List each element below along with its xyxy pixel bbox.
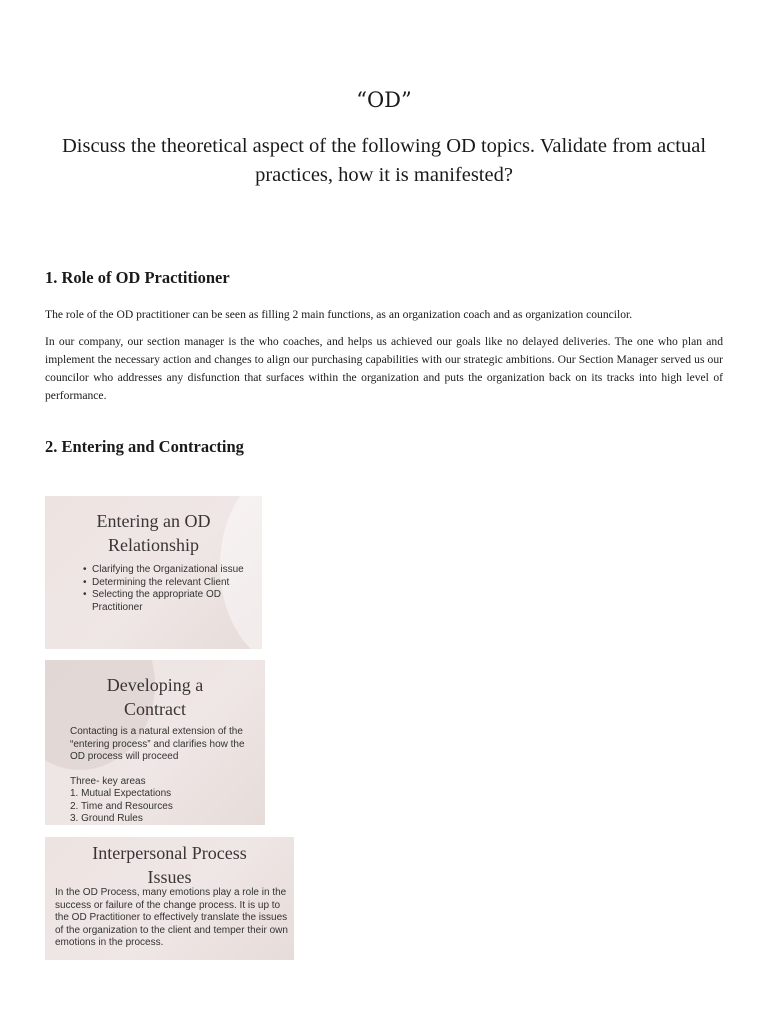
list-item: • Selecting the appropriate OD Practitioner <box>92 589 262 614</box>
section-heading-entering-and-contracting: 2. Entering and Contracting <box>45 437 244 456</box>
section-heading-role-of-od-practitioner: 1. Role of OD Practitioner <box>45 268 230 287</box>
slide-title-line: Contract <box>124 699 186 719</box>
paragraph-role-definition: The role of the OD practitioner can be seen as filling 2 main functions, as an organization coach and as organization councilor. <box>45 308 633 321</box>
slide-body-text: In the OD Process, many emotions play a role in the success or failure of the change process. It is up to the OD Practitioner to effectively translate the issues of the organization to the client and temper their own emotions in the process. <box>55 887 288 948</box>
spacer <box>70 764 262 776</box>
slide-list-heading: Three- key areas <box>70 775 146 787</box>
slide-title-line: Developing a <box>106 675 204 695</box>
slide-bullet-list <box>82 564 262 614</box>
slide-title <box>45 673 265 721</box>
slide-title-line: Interpersonal Process <box>92 843 247 863</box>
slide-title <box>45 841 294 889</box>
slide-title-line: Relationship <box>108 535 199 555</box>
slide-title-line: Issues <box>147 867 192 887</box>
list-item: 3. Ground Rules <box>70 813 143 824</box>
slide-body <box>70 726 262 825</box>
list-item: 1. Mutual Expectations <box>70 788 172 799</box>
slide-interpersonal-process-issues <box>45 837 294 960</box>
slide-developing-a-contract <box>45 660 265 825</box>
list-item: 2. Time and Resources <box>70 800 173 812</box>
slide-intro-text: Contacting is a natural extension of the “entering process” and clarifies how the OD process will proceed <box>70 726 245 762</box>
list-item: • Determining the relevant Client <box>92 577 262 590</box>
slide-entering-od-relationship <box>45 496 262 649</box>
paragraph-company-example: In our company, our section manager is the who coaches, and helps us achieved our goals like no delayed deliveries. The one who plan and implement the necessary action and changes to align our purchasing capabilities with our strategic ambitions. Our Section Manager served us our councilor who addresses any disfunction that surfaces within the organization and puts the organization back on its tracks into high level of performance. <box>45 335 723 402</box>
slide-title <box>45 509 262 557</box>
slide-title-line: Entering an OD <box>96 511 211 531</box>
list-item: • Clarifying the Organizational issue <box>92 564 262 577</box>
document-title: “OD” <box>356 88 412 112</box>
assignment-prompt: Discuss the theoretical aspect of the following OD topics. Validate from actual practices, how it is manifested? <box>61 135 707 186</box>
